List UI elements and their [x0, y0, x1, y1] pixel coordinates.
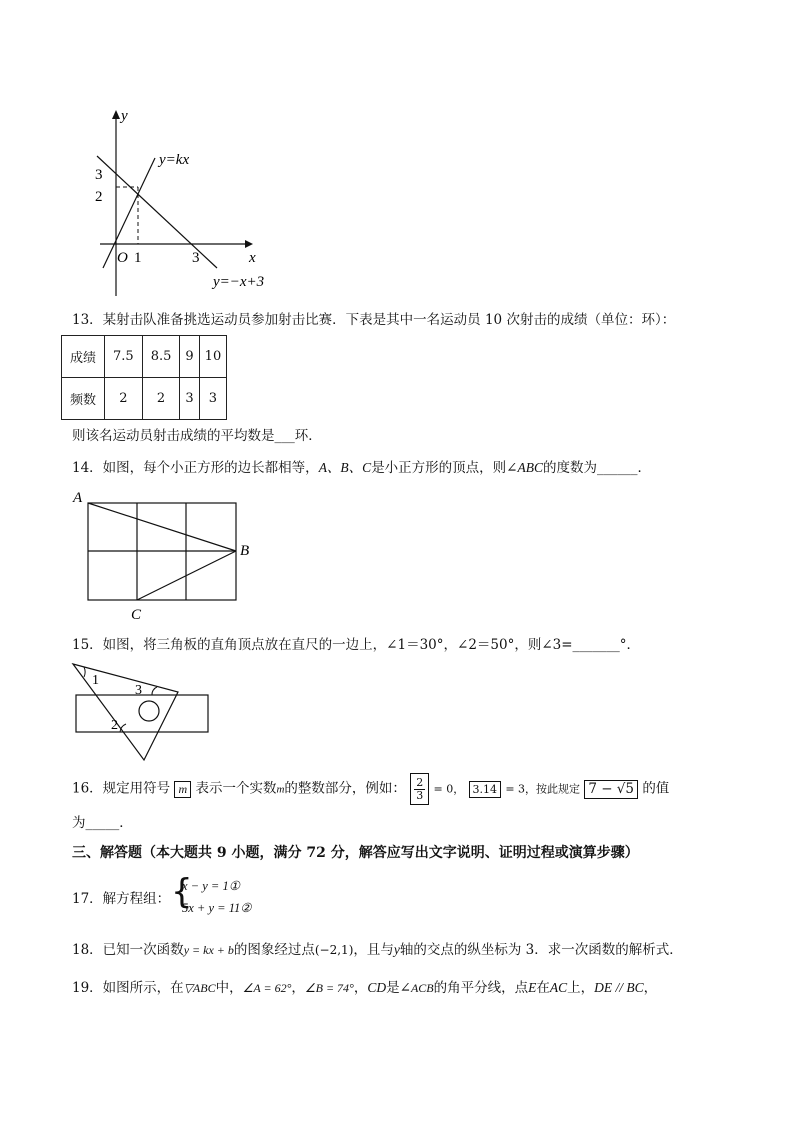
- q19-ac: AC: [549, 980, 568, 995]
- q18-y: y: [393, 942, 400, 957]
- system-brace: {: [171, 872, 193, 912]
- q16-m: m: [276, 783, 285, 796]
- q14-grid-figure: [70, 486, 270, 624]
- label-c: C: [131, 607, 142, 623]
- q16-bracket-expr: [584, 780, 638, 799]
- q16-part-a: 16．规定用符号: [72, 780, 171, 797]
- q16-sym-m: m: [178, 781, 188, 796]
- q16-fraction: [414, 777, 425, 802]
- line-kx: [103, 158, 155, 268]
- y-tick-3: 3: [95, 167, 103, 183]
- angle-arc-3: [152, 687, 157, 695]
- label-a: A: [73, 490, 83, 506]
- table-cell: 8.5: [142, 336, 180, 378]
- angle-label-3: 3: [135, 683, 142, 698]
- label-y-neg-x-3: y=−x+3: [213, 274, 265, 290]
- q16-bracket-314: [469, 781, 502, 798]
- q19-angle-a: ∠A = 62°: [242, 981, 292, 995]
- q19-part-f: 上，: [567, 980, 595, 996]
- q19-part-c: 是∠: [386, 980, 411, 996]
- segment-ab: [88, 503, 236, 551]
- q16-text: [72, 773, 669, 805]
- q16-eq3: [505, 783, 580, 796]
- x-tick-3: 3: [192, 250, 200, 266]
- q19-de: DE // BC: [594, 980, 644, 995]
- label-y-kx: y=kx: [159, 152, 190, 168]
- q18-part-a: 18．已知一次函数: [72, 942, 184, 958]
- x-axis-label: x: [249, 250, 256, 266]
- section-3-heading: 三、解答题（本大题共 9 小题，满分 72 分，解答应写出文字说明、证明过程或演算步骤）: [72, 845, 639, 861]
- q18-point: (−2,1): [314, 943, 354, 957]
- q14-text: [72, 458, 651, 478]
- x-axis-arrow: [245, 240, 253, 248]
- frac-denominator: 3: [416, 789, 424, 802]
- q18-part-c: ，且与: [353, 942, 394, 958]
- q19-tri: ▽ABC: [183, 981, 216, 995]
- q16-eq0: = 0，: [433, 782, 465, 796]
- q19-sep1: ，: [291, 980, 305, 996]
- q19-part-a: 19．如图所示，在: [72, 980, 184, 996]
- q18-part-d: 轴的交点的纵坐标为 3．求一次函数的解析式．: [399, 942, 683, 958]
- q14-part-b: 是小正方形的顶点，则∠: [371, 460, 518, 476]
- table-cell: 7.5: [105, 336, 143, 378]
- angle-arc-1: [84, 667, 85, 677]
- q19-part-b: 中，: [215, 980, 243, 996]
- q15-text: 15．如图，将三角板的直角顶点放在直尺的一边上，∠1＝30°，∠2＝50°，则∠3=_______°．: [72, 637, 641, 653]
- linear-functions-graph: [95, 100, 285, 300]
- q14-abc: ABC: [517, 460, 543, 475]
- x-tick-1: 1: [134, 250, 142, 266]
- table-cell: 9: [180, 336, 199, 378]
- q16-eq3-text: = 3，按此规定: [505, 782, 581, 796]
- set-square: [73, 664, 178, 760]
- angle-label-1: 1: [92, 673, 99, 688]
- q16-ex2: 3.14: [472, 782, 498, 796]
- q19-cd: CD: [367, 980, 387, 995]
- q15-ruler-triangle-figure: [70, 660, 220, 764]
- frac-numerator: 2: [416, 776, 424, 789]
- q17-eq2: 5x + y = 11②: [182, 901, 252, 915]
- q19-part-e: 在: [536, 980, 550, 996]
- q16-bracket-frac: [410, 773, 429, 805]
- origin-label: O: [117, 250, 128, 266]
- table-cell: 3: [199, 378, 227, 420]
- q19-text: [72, 978, 657, 998]
- ruler-hole: [139, 701, 159, 721]
- q16-part-b: 表示一个实数: [195, 780, 277, 797]
- y-axis-label: y: [121, 108, 128, 124]
- q19-sep2: ，: [353, 980, 368, 996]
- table-cell: 频数: [62, 378, 105, 420]
- q14-part-a: 14．如图，每个小正方形的边长都相等，: [72, 460, 319, 476]
- table-row: [62, 336, 227, 378]
- table-cell: 成绩: [62, 336, 105, 378]
- q17-eq1: x − y = 1①: [182, 879, 240, 893]
- table-cell: 2: [105, 378, 143, 420]
- table-cell: 10: [199, 336, 227, 378]
- angle-label-2: 2: [111, 718, 118, 733]
- q16-line2: 为_____．: [72, 815, 133, 831]
- q16-part-c: 的整数部分，例如：: [284, 780, 406, 797]
- q18-text: [72, 940, 683, 960]
- q16-part-d: 的值: [642, 780, 670, 797]
- table-cell: 2: [142, 378, 180, 420]
- q17-text: 17．解方程组：: [72, 891, 171, 907]
- q14-vars: A、B、C: [318, 460, 372, 475]
- q19-part-d: 的角平分线，点: [433, 980, 529, 996]
- q19-angle-b: ∠B = 74°: [304, 981, 354, 995]
- q16-expr: 7 − √5: [588, 780, 635, 797]
- q16-bracket-m: [174, 781, 191, 798]
- table-cell: 3: [180, 378, 199, 420]
- table-row: [62, 378, 227, 420]
- q19-e: E: [528, 980, 537, 995]
- q14-part-c: 的度数为______．: [543, 460, 651, 476]
- ruler: [76, 695, 208, 732]
- q19-acb: ACB: [410, 981, 434, 995]
- q18-func: y = kx + b: [183, 943, 234, 957]
- y-tick-2: 2: [95, 189, 103, 205]
- q13-text: 13．某射击队准备挑选运动员参加射击比赛．下表是其中一名运动员 10 次射击的成绩（单位：环）：: [72, 312, 676, 328]
- q19-part-g: ，: [643, 980, 658, 996]
- q13-after: 则该名运动员射击成绩的平均数是___环．: [72, 428, 322, 444]
- q13-score-table: [61, 335, 227, 420]
- label-b: B: [240, 543, 250, 559]
- y-axis-arrow: [112, 110, 120, 119]
- q18-part-b: 的图象经过点: [233, 942, 315, 958]
